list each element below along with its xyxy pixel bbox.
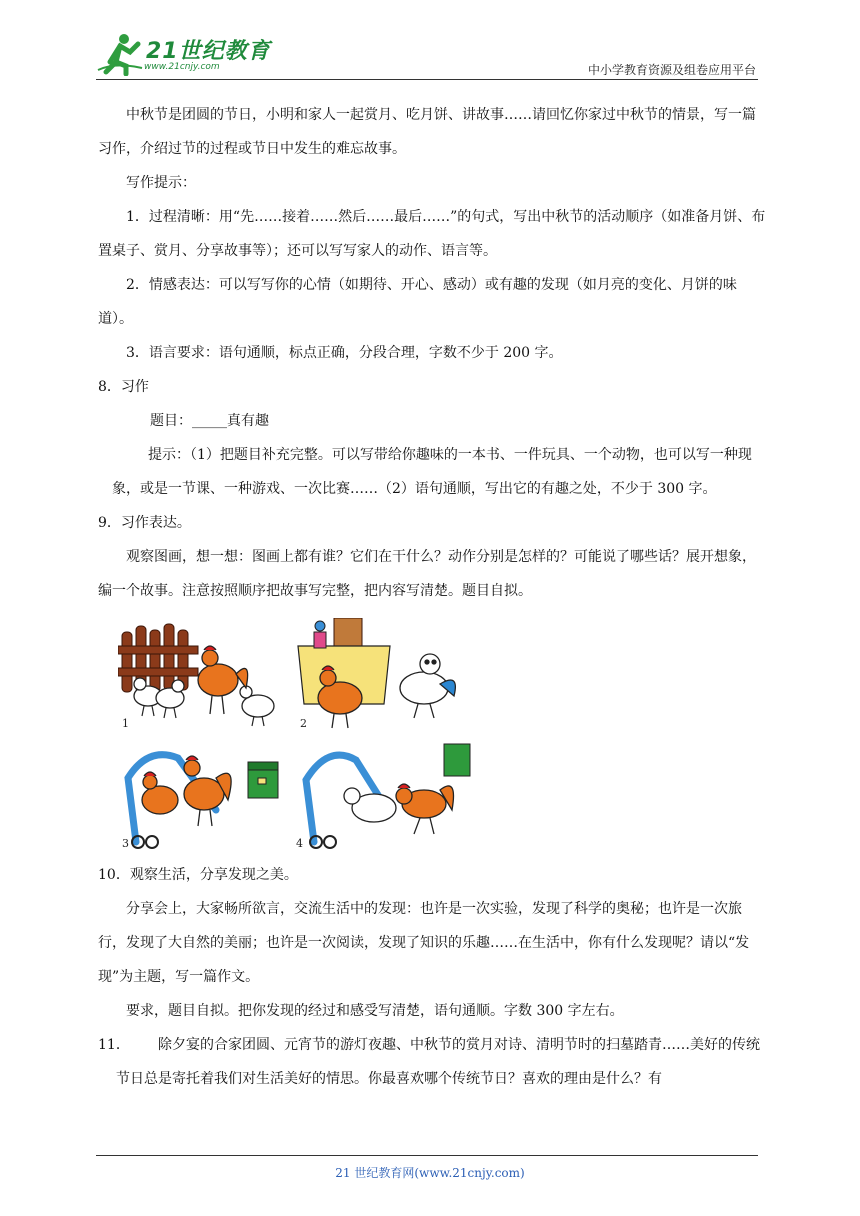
- panel-number-1: 1: [122, 717, 129, 730]
- picture-panel-1: [118, 618, 286, 730]
- question-9-title: 9．习作表达。: [98, 515, 191, 531]
- logo-url: www.21cnjy.com: [144, 62, 220, 72]
- intro-paragraph: 中秋节是团圆的节日，小明和家人一起赏月、吃月饼、讲故事……请回忆你家过中秋节的情景，写一篇习作，介绍过节的过程或节日中发生的难忘故事。: [98, 107, 756, 157]
- question-9-body: 观察图画，想一想：图画上都有谁？它们在干什么？动作分别是怎样的？可能说了哪些话？展开想象，编一个故事。注意按照顺序把故事写完整，把内容写清楚。题目自拟。: [98, 549, 756, 599]
- question-10-title: 10．观察生活，分享发现之美。: [98, 867, 298, 883]
- topic-blank: _____: [192, 413, 227, 429]
- tip-2: 2．情感表达：可以写写你的心情（如期待、开心、感动）或有趣的发现（如月亮的变化、月饼的味道）。: [98, 277, 737, 327]
- topic-label: 题目：: [150, 413, 192, 429]
- question-11-number: 11．: [98, 1037, 130, 1053]
- tip-1: 1．过程清晰：用“先……接着……然后……最后……”的句式，写出中秋节的活动顺序（如准备月饼、布置桌子、赏月、分享故事等）；还可以写写家人的动作、语言等。: [98, 209, 766, 259]
- tip-3: 3．语言要求：语句通顺，标点正确，分段合理，字数不少于 200 字。: [126, 345, 563, 361]
- document-body: [98, 98, 766, 1096]
- page-header: [0, 0, 860, 80]
- basket-hen-rooster-illustration: [294, 738, 474, 850]
- picture-panel-4: [294, 738, 462, 850]
- basket-roosters-illustration: [118, 738, 286, 850]
- panel-number-2: 2: [300, 717, 307, 730]
- topic-rest: 真有趣: [227, 413, 269, 429]
- header-platform-text: 中小学教育资源及组卷应用平台: [587, 63, 756, 77]
- site-logo: [96, 32, 276, 78]
- footer-divider: [96, 1155, 758, 1156]
- question-10-requirement: 要求，题目自拟。把你发现的经过和感受写清楚，语句通顺。字数 300 字左右。: [126, 1003, 624, 1019]
- page-footer: 21 世纪教育网(www.21cnjy.com): [335, 1166, 525, 1180]
- runner-logo-icon: [96, 32, 144, 76]
- table-rooster-bird-illustration: [294, 618, 474, 730]
- header-divider: [96, 79, 758, 80]
- question-11: [98, 1028, 766, 1096]
- question-10-body: 分享会上，大家畅所欲言，交流生活中的发现：也许是一次实验，发现了科学的奥秘；也许是一次旅行，发现了大自然的美丽；也许是一次阅读，发现了知识的乐趣……在生活中，你有什么发现呢？请以“发现”为主题，写一篇作文。: [98, 901, 750, 985]
- panel-number-3: 3: [122, 837, 129, 850]
- picture-panel-2: [294, 618, 462, 730]
- question-8-hint: 提示：（1）把题目补充完整。可以写带给你趣味的一本书、一件玩具、一个动物，也可以写一种现象，或是一节课、一种游戏、一次比赛……（2）语句通顺，写出它的有趣之处，不少于 300 字。: [112, 447, 752, 497]
- question-8-topic: [98, 404, 766, 438]
- logo-text: 21世纪教育: [146, 39, 271, 64]
- question-8-title: 8．习作: [98, 379, 149, 395]
- fence-chickens-illustration: [118, 618, 286, 730]
- story-picture-panels: [118, 618, 488, 854]
- tips-title: 写作提示：: [126, 175, 196, 191]
- panel-number-4: 4: [296, 837, 303, 850]
- question-11-body: 除夕宴的合家团圆、元宵节的游灯夜趣、中秋节的赏月对诗、清明节时的扫墓踏青……美好的传统节日总是寄托着我们对生活美好的情思。你最喜欢哪个传统节日？喜欢的理由是什么？有: [116, 1037, 760, 1087]
- picture-panel-3: [118, 738, 286, 850]
